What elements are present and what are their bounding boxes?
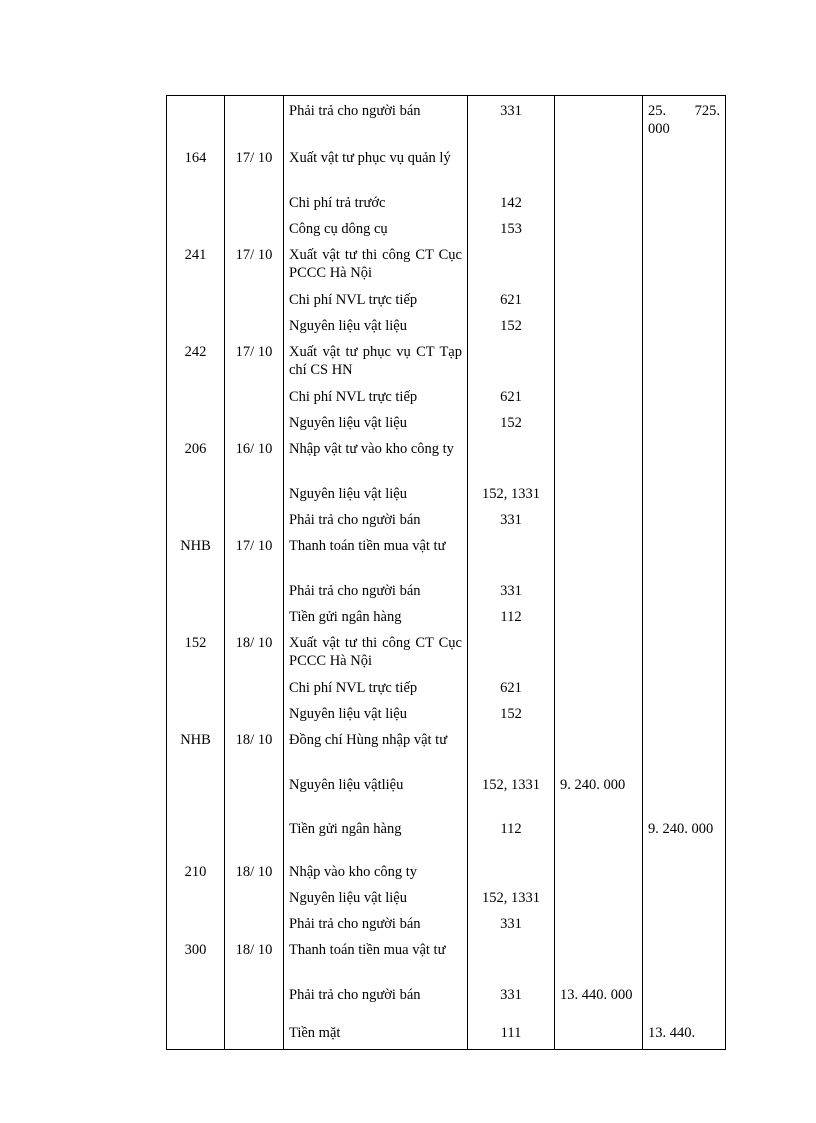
voucher-date-cell [225, 772, 284, 816]
credit-amount-cell [643, 630, 726, 675]
credit-amount-cell [643, 190, 726, 216]
account-code-cell [468, 533, 555, 578]
voucher-date-cell [225, 982, 284, 1020]
credit-amount-cell [643, 604, 726, 630]
voucher-number-cell [167, 410, 225, 436]
journal-row [167, 287, 726, 313]
account-code-cell: 152 [468, 701, 555, 727]
debit-amount-cell [555, 216, 643, 242]
debit-amount-cell [555, 701, 643, 727]
credit-amount-cell [643, 937, 726, 982]
voucher-number-cell [167, 675, 225, 701]
description-cell: Phải trả cho người bán [284, 911, 468, 937]
account-code-cell: 112 [468, 604, 555, 630]
voucher-number-cell: 210 [167, 859, 225, 885]
account-code-cell: 112 [468, 816, 555, 859]
voucher-date-cell: 18/ 10 [225, 859, 284, 885]
debit-amount-cell [555, 481, 643, 507]
debit-amount-cell [555, 287, 643, 313]
credit-amount-cell [643, 911, 726, 937]
description-cell: Thanh toán tiền mua vật tư [284, 937, 468, 982]
journal-row [167, 533, 726, 578]
account-code-cell [468, 242, 555, 287]
description-cell: Chi phí NVL trực tiếp [284, 675, 468, 701]
voucher-date-cell [225, 481, 284, 507]
debit-amount-cell [555, 96, 643, 145]
debit-amount-cell [555, 313, 643, 339]
debit-amount-cell [555, 937, 643, 982]
voucher-date-cell [225, 885, 284, 911]
voucher-number-cell [167, 481, 225, 507]
credit-amount-cell: 25. 725. 000 [643, 96, 726, 145]
description-cell: Phải trả cho người bán [284, 982, 468, 1020]
credit-amount-cell [643, 481, 726, 507]
voucher-date-cell: 18/ 10 [225, 727, 284, 772]
journal-row [167, 630, 726, 675]
voucher-date-cell [225, 578, 284, 604]
debit-amount-cell [555, 436, 643, 481]
description-cell: Phải trả cho người bán [284, 96, 468, 145]
account-code-cell: 331 [468, 507, 555, 533]
voucher-date-cell [225, 1020, 284, 1050]
description-cell: Chi phí NVL trực tiếp [284, 287, 468, 313]
description-cell: Đồng chí Hùng nhập vật tư [284, 727, 468, 772]
account-code-cell: 142 [468, 190, 555, 216]
account-code-cell: 331 [468, 578, 555, 604]
voucher-date-cell [225, 816, 284, 859]
journal-row [167, 339, 726, 384]
journal-row [167, 384, 726, 410]
debit-amount-cell [555, 339, 643, 384]
description-cell: Tiền gửi ngân hàng [284, 604, 468, 630]
journal-row [167, 507, 726, 533]
credit-amount-cell [643, 145, 726, 190]
journal-row [167, 911, 726, 937]
account-code-cell: 111 [468, 1020, 555, 1050]
debit-amount-cell [555, 630, 643, 675]
voucher-date-cell [225, 675, 284, 701]
voucher-date-cell: 17/ 10 [225, 145, 284, 190]
journal-row [167, 675, 726, 701]
credit-amount-cell [643, 339, 726, 384]
credit-amount-cell [643, 410, 726, 436]
debit-amount-cell [555, 816, 643, 859]
account-code-cell [468, 339, 555, 384]
description-cell: Tiền gửi ngân hàng [284, 816, 468, 859]
credit-amount-cell [643, 701, 726, 727]
credit-amount-cell [643, 578, 726, 604]
debit-amount-cell [555, 859, 643, 885]
voucher-number-cell [167, 96, 225, 145]
voucher-date-cell [225, 96, 284, 145]
description-cell: Xuất vật tư thi công CT Cục PCCC Hà Nội [284, 630, 468, 675]
credit-amount-cell [643, 242, 726, 287]
voucher-date-cell: 17/ 10 [225, 242, 284, 287]
journal-row [167, 216, 726, 242]
credit-amount-cell [643, 313, 726, 339]
debit-amount-cell [555, 533, 643, 578]
voucher-number-cell [167, 507, 225, 533]
voucher-number-cell: 242 [167, 339, 225, 384]
voucher-date-cell [225, 287, 284, 313]
account-code-cell [468, 630, 555, 675]
voucher-number-cell [167, 216, 225, 242]
debit-amount-cell: 13. 440. 000 [555, 982, 643, 1020]
debit-amount-cell [555, 384, 643, 410]
debit-amount-cell [555, 190, 643, 216]
debit-amount-cell [555, 507, 643, 533]
account-code-cell: 621 [468, 675, 555, 701]
voucher-date-cell: 17/ 10 [225, 533, 284, 578]
account-code-cell: 331 [468, 96, 555, 145]
voucher-date-cell [225, 313, 284, 339]
credit-amount-cell [643, 859, 726, 885]
debit-amount-cell [555, 242, 643, 287]
description-cell: Phải trả cho người bán [284, 507, 468, 533]
credit-amount-cell [643, 384, 726, 410]
credit-amount-cell [643, 982, 726, 1020]
voucher-number-cell [167, 287, 225, 313]
account-code-cell: 153 [468, 216, 555, 242]
voucher-number-cell [167, 578, 225, 604]
account-code-cell [468, 436, 555, 481]
journal-row [167, 96, 726, 145]
voucher-number-cell: 300 [167, 937, 225, 982]
credit-amount-cell [643, 436, 726, 481]
voucher-number-cell [167, 816, 225, 859]
voucher-date-cell [225, 384, 284, 410]
voucher-number-cell [167, 1020, 225, 1050]
journal-row [167, 145, 726, 190]
debit-amount-cell [555, 604, 643, 630]
journal-row [167, 242, 726, 287]
voucher-number-cell [167, 772, 225, 816]
journal-row [167, 982, 726, 1020]
description-cell: Chi phí trả trước [284, 190, 468, 216]
voucher-number-cell: NHB [167, 727, 225, 772]
description-cell: Phải trả cho người bán [284, 578, 468, 604]
account-code-cell: 331 [468, 982, 555, 1020]
debit-amount-cell [555, 145, 643, 190]
journal-row [167, 885, 726, 911]
debit-amount-cell [555, 410, 643, 436]
voucher-number-cell: 241 [167, 242, 225, 287]
journal-row [167, 937, 726, 982]
voucher-number-cell [167, 982, 225, 1020]
description-cell: Nguyên liệu vật liệu [284, 481, 468, 507]
journal-table [166, 95, 726, 1050]
account-code-cell: 152 [468, 410, 555, 436]
voucher-date-cell: 16/ 10 [225, 436, 284, 481]
voucher-date-cell: 18/ 10 [225, 937, 284, 982]
account-code-cell: 152 [468, 313, 555, 339]
voucher-date-cell [225, 701, 284, 727]
journal-row [167, 727, 726, 772]
credit-amount-cell [643, 885, 726, 911]
debit-amount-cell [555, 911, 643, 937]
voucher-number-cell [167, 701, 225, 727]
voucher-number-cell [167, 604, 225, 630]
voucher-date-cell [225, 911, 284, 937]
journal-row [167, 313, 726, 339]
account-code-cell [468, 145, 555, 190]
account-code-cell [468, 859, 555, 885]
credit-amount-cell [643, 772, 726, 816]
account-code-cell: 621 [468, 384, 555, 410]
voucher-number-cell: 152 [167, 630, 225, 675]
debit-amount-cell [555, 1020, 643, 1050]
debit-amount-cell: 9. 240. 000 [555, 772, 643, 816]
voucher-date-cell [225, 190, 284, 216]
journal-row [167, 436, 726, 481]
debit-amount-cell [555, 675, 643, 701]
account-code-cell: 152, 1331 [468, 885, 555, 911]
voucher-date-cell [225, 216, 284, 242]
account-code-cell: 152, 1331 [468, 481, 555, 507]
debit-amount-cell [555, 885, 643, 911]
description-cell: Xuất vật tư thi công CT Cục PCCC Hà Nội [284, 242, 468, 287]
voucher-number-cell: NHB [167, 533, 225, 578]
journal-row [167, 481, 726, 507]
credit-amount-cell: 13. 440. [643, 1020, 726, 1050]
voucher-date-cell [225, 410, 284, 436]
voucher-date-cell: 17/ 10 [225, 339, 284, 384]
voucher-date-cell [225, 604, 284, 630]
description-cell: Nhập vật tư vào kho công ty [284, 436, 468, 481]
credit-amount-cell [643, 287, 726, 313]
journal-row [167, 578, 726, 604]
credit-amount-cell: 9. 240. 000 [643, 816, 726, 859]
debit-amount-cell [555, 727, 643, 772]
description-cell: Thanh toán tiền mua vật tư [284, 533, 468, 578]
account-code-cell [468, 937, 555, 982]
description-cell: Nguyên liệu vật liệu [284, 410, 468, 436]
description-cell: Nguyên liệu vật liệu [284, 313, 468, 339]
voucher-date-cell [225, 507, 284, 533]
credit-amount-cell [643, 727, 726, 772]
voucher-number-cell [167, 384, 225, 410]
journal-row [167, 772, 726, 816]
voucher-number-cell [167, 911, 225, 937]
voucher-date-cell: 18/ 10 [225, 630, 284, 675]
voucher-number-cell [167, 885, 225, 911]
journal-row [167, 604, 726, 630]
credit-amount-cell [643, 507, 726, 533]
description-cell: Xuất vật tư phục vụ quản lý [284, 145, 468, 190]
debit-amount-cell [555, 578, 643, 604]
description-cell: Chi phí NVL trực tiếp [284, 384, 468, 410]
voucher-number-cell [167, 313, 225, 339]
description-cell: Công cụ dông cụ [284, 216, 468, 242]
account-code-cell [468, 727, 555, 772]
description-cell: Tiền mặt [284, 1020, 468, 1050]
description-cell: Nhập vào kho công ty [284, 859, 468, 885]
journal-row [167, 190, 726, 216]
description-cell: Xuất vật tư phục vụ CT Tạp chí CS HN [284, 339, 468, 384]
journal-row [167, 701, 726, 727]
description-cell: Nguyên liệu vậtliệu [284, 772, 468, 816]
journal-row [167, 410, 726, 436]
credit-amount-cell [643, 216, 726, 242]
description-cell: Nguyên liệu vật liệu [284, 701, 468, 727]
journal-row [167, 859, 726, 885]
voucher-number-cell: 206 [167, 436, 225, 481]
credit-amount-cell [643, 533, 726, 578]
voucher-number-cell [167, 190, 225, 216]
voucher-number-cell: 164 [167, 145, 225, 190]
journal-row [167, 1020, 726, 1050]
journal-table-body [167, 96, 726, 1050]
account-code-cell: 331 [468, 911, 555, 937]
credit-amount-cell [643, 675, 726, 701]
account-code-cell: 621 [468, 287, 555, 313]
account-code-cell: 152, 1331 [468, 772, 555, 816]
journal-row [167, 816, 726, 859]
description-cell: Nguyên liệu vật liệu [284, 885, 468, 911]
